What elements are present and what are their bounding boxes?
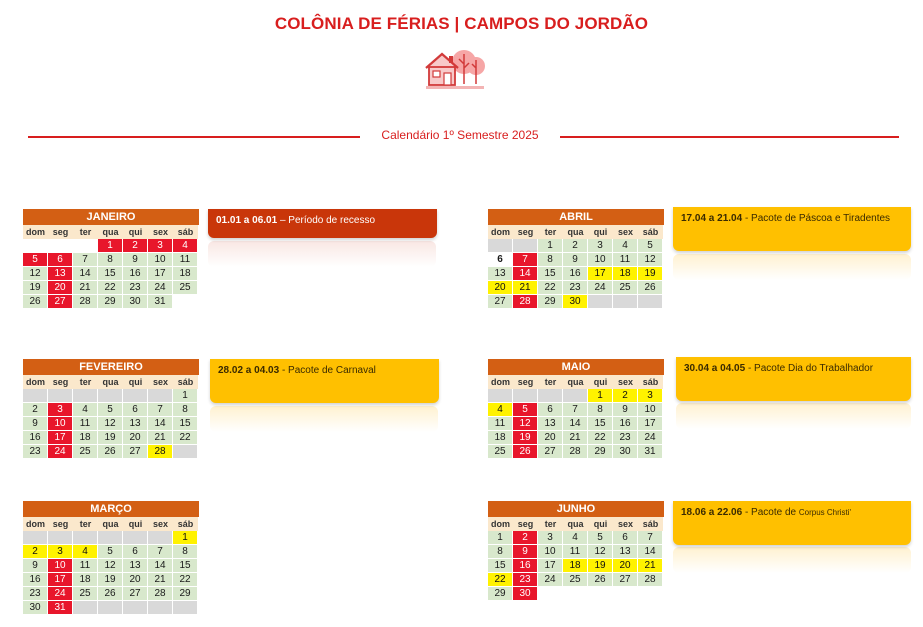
calendar-day: 16 — [563, 267, 588, 281]
weekday-label: sex — [613, 517, 638, 531]
calendar-day: 21 — [513, 281, 538, 295]
calendar-day: 19 — [513, 431, 538, 445]
note-reflection — [210, 406, 438, 432]
calendar-empty-cell — [588, 295, 613, 309]
calendar-empty-cell — [588, 587, 613, 601]
calendar-day: 27 — [123, 587, 148, 601]
note-reflection — [208, 241, 436, 267]
calendar-day: 27 — [488, 295, 513, 309]
calendar-day: 24 — [638, 431, 663, 445]
calendar-day: 15 — [488, 559, 513, 573]
calendar-day: 3 — [48, 545, 73, 559]
calendar-empty-cell — [73, 389, 98, 403]
calendar-day: 2 — [123, 239, 148, 253]
calendar-day: 26 — [638, 281, 663, 295]
calendar-day: 17 — [48, 431, 73, 445]
note-reflection — [673, 547, 911, 573]
calendar-empty-cell — [98, 531, 123, 545]
calendar-day: 19 — [98, 431, 123, 445]
calendar-grid — [488, 517, 664, 601]
weekday-label: sáb — [173, 517, 198, 531]
calendar-day: 25 — [488, 445, 513, 459]
weekday-label: seg — [513, 225, 538, 239]
calendar-day: 26 — [23, 295, 48, 309]
note-reflection — [676, 403, 911, 429]
calendar-day: 7 — [148, 403, 173, 417]
calendar-day: 22 — [173, 573, 198, 587]
calendar-day: 14 — [513, 267, 538, 281]
calendar-grid — [488, 375, 664, 459]
weekday-label: seg — [513, 375, 538, 389]
calendar-day: 6 — [488, 253, 513, 267]
calendar-day: 14 — [73, 267, 98, 281]
calendar-day: 28 — [513, 295, 538, 309]
calendar-day: 26 — [588, 573, 613, 587]
calendar-day: 10 — [588, 253, 613, 267]
weekday-label: qua — [98, 375, 123, 389]
calendar-empty-cell — [48, 239, 73, 253]
weekday-label: sáb — [638, 375, 663, 389]
weekday-label: sáb — [173, 375, 198, 389]
calendar-day: 22 — [538, 281, 563, 295]
calendar-day: 22 — [173, 431, 198, 445]
calendar-empty-cell — [23, 389, 48, 403]
calendar-day: 4 — [488, 403, 513, 417]
section-divider-right — [553, 136, 899, 138]
weekday-label: sex — [613, 375, 638, 389]
calendar-fevereiro — [23, 359, 199, 459]
calendar-empty-cell — [538, 587, 563, 601]
calendar-day: 23 — [123, 281, 148, 295]
calendar-day: 6 — [613, 531, 638, 545]
weekday-label: qua — [563, 517, 588, 531]
calendar-day: 15 — [538, 267, 563, 281]
calendar-marco — [23, 501, 199, 615]
calendar-empty-cell — [23, 531, 48, 545]
calendar-empty-cell — [23, 239, 48, 253]
calendar-day: 31 — [48, 601, 73, 615]
calendar-day: 29 — [588, 445, 613, 459]
weekday-label: qui — [588, 517, 613, 531]
calendar-day: 20 — [123, 431, 148, 445]
calendar-day: 2 — [563, 239, 588, 253]
weekday-label: qui — [588, 375, 613, 389]
calendar-day: 14 — [638, 545, 663, 559]
calendar-day: 14 — [563, 417, 588, 431]
calendar-day: 4 — [613, 239, 638, 253]
calendar-empty-cell — [488, 239, 513, 253]
note-pascoa: 17.04 a 21.04 - Pacote de Páscoa e Tiradentes — [673, 207, 911, 251]
calendar-day: 2 — [513, 531, 538, 545]
calendar-day: 12 — [638, 253, 663, 267]
calendar-empty-cell — [513, 239, 538, 253]
calendar-day: 19 — [23, 281, 48, 295]
calendar-day: 18 — [173, 267, 198, 281]
calendar-day: 9 — [23, 559, 48, 573]
calendar-day: 24 — [538, 573, 563, 587]
weekday-label: dom — [488, 375, 513, 389]
calendar-empty-cell — [48, 389, 73, 403]
weekday-label: seg — [513, 517, 538, 531]
calendar-maio — [488, 359, 664, 459]
calendar-day: 8 — [98, 253, 123, 267]
calendar-day: 8 — [538, 253, 563, 267]
calendar-day: 12 — [23, 267, 48, 281]
calendar-day: 31 — [148, 295, 173, 309]
calendar-day: 14 — [148, 559, 173, 573]
calendar-day: 3 — [588, 239, 613, 253]
calendar-day: 23 — [23, 587, 48, 601]
calendar-grid — [23, 375, 199, 459]
weekday-label: ter — [538, 225, 563, 239]
calendar-day: 18 — [488, 431, 513, 445]
calendar-day: 30 — [613, 445, 638, 459]
calendar-day: 4 — [173, 239, 198, 253]
note-trabalhador: 30.04 a 04.05 - Pacote Dia do Trabalhador — [676, 357, 911, 401]
calendar-day: 5 — [513, 403, 538, 417]
calendar-day: 5 — [638, 239, 663, 253]
calendar-day: 30 — [123, 295, 148, 309]
calendar-day: 1 — [538, 239, 563, 253]
calendar-day: 16 — [613, 417, 638, 431]
calendar-day: 22 — [588, 431, 613, 445]
weekday-label: dom — [23, 517, 48, 531]
calendar-day: 25 — [73, 587, 98, 601]
section-divider-left — [28, 136, 366, 138]
calendar-empty-cell — [73, 531, 98, 545]
month-header: JUNHO — [488, 501, 664, 517]
calendar-day: 7 — [73, 253, 98, 267]
calendar-day: 9 — [613, 403, 638, 417]
calendar-day: 3 — [638, 389, 663, 403]
calendar-day: 6 — [48, 253, 73, 267]
calendar-day: 29 — [488, 587, 513, 601]
calendar-day: 23 — [613, 431, 638, 445]
calendar-day: 30 — [563, 295, 588, 309]
calendar-day: 19 — [98, 573, 123, 587]
calendar-empty-cell — [123, 389, 148, 403]
calendar-day: 10 — [638, 403, 663, 417]
calendar-day: 11 — [488, 417, 513, 431]
weekday-label: ter — [538, 517, 563, 531]
note-carnaval: 28.02 a 04.03 - Pacote de Carnaval — [210, 359, 439, 403]
calendar-day: 6 — [123, 403, 148, 417]
calendar-day: 26 — [513, 445, 538, 459]
month-header: ABRIL — [488, 209, 664, 225]
calendar-day: 11 — [73, 559, 98, 573]
calendar-day: 21 — [638, 559, 663, 573]
calendar-day: 27 — [613, 573, 638, 587]
house-trees-icon — [420, 46, 490, 92]
calendar-day: 15 — [173, 559, 198, 573]
calendar-grid — [23, 225, 199, 309]
calendar-day: 24 — [48, 445, 73, 459]
calendar-day: 27 — [538, 445, 563, 459]
calendar-day: 19 — [588, 559, 613, 573]
note-reflection — [673, 254, 911, 280]
calendar-day: 18 — [73, 573, 98, 587]
calendar-empty-cell — [173, 295, 198, 309]
calendar-day: 23 — [563, 281, 588, 295]
calendar-day: 13 — [488, 267, 513, 281]
calendar-empty-cell — [148, 389, 173, 403]
calendar-day: 21 — [148, 431, 173, 445]
calendar-day: 29 — [173, 587, 198, 601]
section-label: Calendário 1º Semestre 2025 — [360, 128, 560, 142]
calendar-day: 20 — [488, 281, 513, 295]
calendar-day: 12 — [513, 417, 538, 431]
calendar-day: 10 — [538, 545, 563, 559]
weekday-label: sex — [148, 375, 173, 389]
calendar-day: 23 — [23, 445, 48, 459]
calendar-day: 13 — [123, 559, 148, 573]
calendar-day: 13 — [123, 417, 148, 431]
calendar-day: 9 — [23, 417, 48, 431]
calendar-empty-cell — [563, 389, 588, 403]
weekday-label: seg — [48, 375, 73, 389]
calendar-empty-cell — [123, 601, 148, 615]
calendar-empty-cell — [73, 601, 98, 615]
calendar-day: 15 — [588, 417, 613, 431]
calendar-day: 14 — [148, 417, 173, 431]
calendar-day: 26 — [98, 587, 123, 601]
calendar-day: 8 — [173, 545, 198, 559]
calendar-day: 20 — [123, 573, 148, 587]
calendar-day: 2 — [23, 545, 48, 559]
calendar-day: 30 — [513, 587, 538, 601]
calendar-empty-cell — [148, 601, 173, 615]
calendar-day: 16 — [23, 573, 48, 587]
weekday-label: qui — [123, 517, 148, 531]
calendar-day: 7 — [148, 545, 173, 559]
calendar-day: 8 — [588, 403, 613, 417]
calendar-day: 24 — [48, 587, 73, 601]
calendar-empty-cell — [613, 295, 638, 309]
calendar-day: 10 — [148, 253, 173, 267]
calendar-empty-cell — [613, 587, 638, 601]
calendar-empty-cell — [123, 531, 148, 545]
calendar-day: 12 — [98, 559, 123, 573]
calendar-day: 17 — [638, 417, 663, 431]
month-header: MARÇO — [23, 501, 199, 517]
calendar-day: 27 — [48, 295, 73, 309]
calendar-day: 30 — [23, 601, 48, 615]
calendar-day: 10 — [48, 417, 73, 431]
calendar-day: 28 — [73, 295, 98, 309]
calendar-empty-cell — [173, 601, 198, 615]
weekday-label: ter — [73, 517, 98, 531]
calendar-grid — [488, 225, 664, 309]
calendar-day: 17 — [48, 573, 73, 587]
calendar-day: 21 — [148, 573, 173, 587]
month-header: JANEIRO — [23, 209, 199, 225]
calendar-empty-cell — [638, 295, 663, 309]
calendar-day: 2 — [23, 403, 48, 417]
calendar-day: 6 — [538, 403, 563, 417]
calendar-janeiro — [23, 209, 199, 309]
calendar-day: 31 — [638, 445, 663, 459]
weekday-label: qua — [98, 517, 123, 531]
weekday-label: seg — [48, 225, 73, 239]
calendar-day: 21 — [563, 431, 588, 445]
weekday-label: dom — [23, 375, 48, 389]
weekday-label: ter — [73, 225, 98, 239]
calendar-day: 13 — [538, 417, 563, 431]
calendar-day: 18 — [73, 431, 98, 445]
weekday-label: dom — [488, 517, 513, 531]
weekday-label: qui — [123, 225, 148, 239]
calendar-day: 20 — [538, 431, 563, 445]
calendar-empty-cell — [98, 389, 123, 403]
weekday-label: dom — [23, 225, 48, 239]
calendar-day: 12 — [98, 417, 123, 431]
calendar-day: 28 — [148, 587, 173, 601]
calendar-day: 7 — [638, 531, 663, 545]
calendar-day: 16 — [123, 267, 148, 281]
calendar-day: 28 — [563, 445, 588, 459]
weekday-label: sex — [148, 517, 173, 531]
calendar-day: 10 — [48, 559, 73, 573]
calendar-empty-cell — [563, 587, 588, 601]
calendar-day: 23 — [513, 573, 538, 587]
calendar-day: 17 — [588, 267, 613, 281]
weekday-label: qua — [563, 225, 588, 239]
calendar-day: 25 — [173, 281, 198, 295]
calendar-day: 3 — [48, 403, 73, 417]
calendar-empty-cell — [538, 389, 563, 403]
calendar-day: 29 — [98, 295, 123, 309]
calendar-day: 2 — [613, 389, 638, 403]
weekday-label: ter — [538, 375, 563, 389]
calendar-day: 5 — [588, 531, 613, 545]
calendar-empty-cell — [173, 445, 198, 459]
weekday-label: qui — [123, 375, 148, 389]
calendar-grid — [23, 517, 199, 615]
calendar-day: 25 — [613, 281, 638, 295]
calendar-day: 25 — [73, 445, 98, 459]
calendar-day: 22 — [488, 573, 513, 587]
weekday-label: qua — [98, 225, 123, 239]
calendar-day: 28 — [148, 445, 173, 459]
calendar-day: 7 — [563, 403, 588, 417]
weekday-label: dom — [488, 225, 513, 239]
calendar-empty-cell — [638, 587, 663, 601]
weekday-label: sex — [148, 225, 173, 239]
calendar-day: 9 — [563, 253, 588, 267]
calendar-day: 26 — [98, 445, 123, 459]
calendar-day: 5 — [23, 253, 48, 267]
calendar-abril — [488, 209, 664, 309]
calendar-empty-cell — [98, 601, 123, 615]
calendar-day: 24 — [588, 281, 613, 295]
note-corpus-christi: 18.06 a 22.06 - Pacote de Corpus Christi' — [673, 501, 911, 545]
calendar-day: 5 — [98, 403, 123, 417]
calendar-day: 1 — [588, 389, 613, 403]
calendar-day: 7 — [513, 253, 538, 267]
calendar-day: 1 — [173, 531, 198, 545]
calendar-junho — [488, 501, 664, 601]
calendar-day: 11 — [73, 417, 98, 431]
calendar-empty-cell — [513, 389, 538, 403]
calendar-day: 9 — [513, 545, 538, 559]
calendar-day: 8 — [488, 545, 513, 559]
calendar-day: 15 — [98, 267, 123, 281]
calendar-day: 1 — [173, 389, 198, 403]
month-header: MAIO — [488, 359, 664, 375]
calendar-day: 1 — [488, 531, 513, 545]
calendar-day: 8 — [173, 403, 198, 417]
calendar-day: 4 — [73, 403, 98, 417]
calendar-day: 4 — [563, 531, 588, 545]
calendar-empty-cell — [488, 389, 513, 403]
calendar-empty-cell — [48, 531, 73, 545]
calendar-day: 11 — [613, 253, 638, 267]
calendar-day: 18 — [563, 559, 588, 573]
calendar-day: 1 — [98, 239, 123, 253]
calendar-day: 12 — [588, 545, 613, 559]
weekday-label: qui — [588, 225, 613, 239]
calendar-day: 22 — [98, 281, 123, 295]
weekday-label: sáb — [173, 225, 198, 239]
weekday-label: qua — [563, 375, 588, 389]
calendar-day: 18 — [613, 267, 638, 281]
calendar-day: 6 — [123, 545, 148, 559]
calendar-day: 4 — [73, 545, 98, 559]
weekday-label: ter — [73, 375, 98, 389]
calendar-day: 19 — [638, 267, 663, 281]
calendar-day: 21 — [73, 281, 98, 295]
calendar-day: 24 — [148, 281, 173, 295]
calendar-day: 13 — [48, 267, 73, 281]
calendar-day: 25 — [563, 573, 588, 587]
calendar-day: 13 — [613, 545, 638, 559]
calendar-day: 11 — [563, 545, 588, 559]
page-title: COLÔNIA DE FÉRIAS | CAMPOS DO JORDÃO — [274, 14, 649, 33]
calendar-day: 20 — [48, 281, 73, 295]
note-recesso: 01.01 a 06.01 – Período de recesso — [208, 209, 437, 238]
calendar-day: 11 — [173, 253, 198, 267]
weekday-label: sáb — [638, 517, 663, 531]
weekday-label: seg — [48, 517, 73, 531]
calendar-day: 20 — [613, 559, 638, 573]
calendar-empty-cell — [73, 239, 98, 253]
calendar-day: 27 — [123, 445, 148, 459]
weekday-label: sex — [613, 225, 638, 239]
calendar-day: 28 — [638, 573, 663, 587]
calendar-day: 17 — [538, 559, 563, 573]
calendar-day: 9 — [123, 253, 148, 267]
calendar-day: 17 — [148, 267, 173, 281]
calendar-day: 3 — [148, 239, 173, 253]
month-header: FEVEREIRO — [23, 359, 199, 375]
calendar-day: 5 — [98, 545, 123, 559]
calendar-day: 3 — [538, 531, 563, 545]
calendar-day: 29 — [538, 295, 563, 309]
calendar-day: 16 — [513, 559, 538, 573]
calendar-day: 16 — [23, 431, 48, 445]
calendar-day: 15 — [173, 417, 198, 431]
calendar-empty-cell — [148, 531, 173, 545]
weekday-label: sáb — [638, 225, 663, 239]
